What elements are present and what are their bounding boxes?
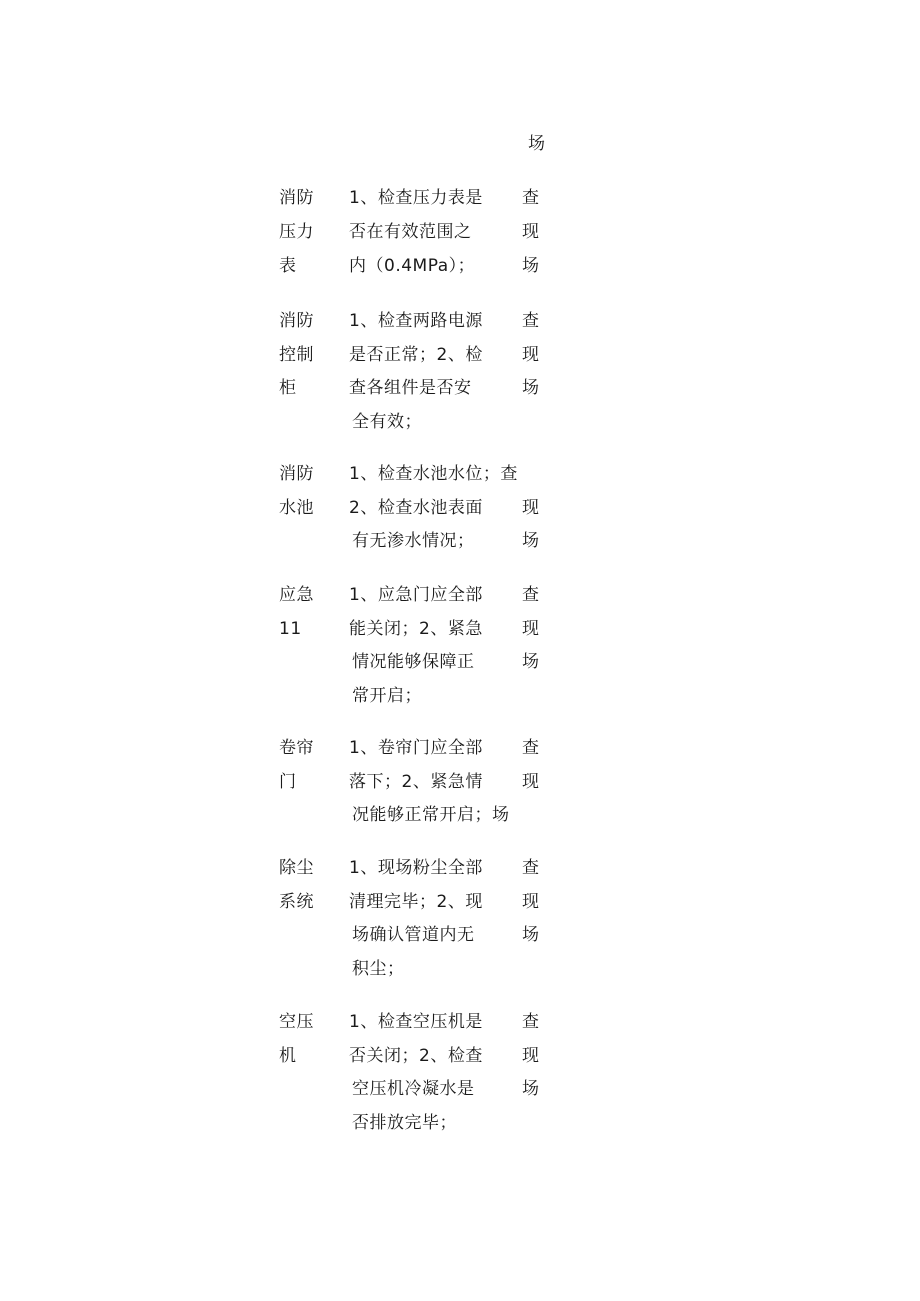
row-method-line: 查 bbox=[522, 1012, 540, 1032]
row-requirement-line: 全有效； bbox=[352, 412, 422, 432]
row-item-line: 空压 bbox=[279, 1012, 314, 1032]
row-requirement-line: 积尘； bbox=[352, 959, 405, 979]
row-method-line: 现 bbox=[522, 892, 540, 912]
row-requirement-line: 1、现场粉尘全部 bbox=[349, 858, 483, 878]
row-requirement-line: 否在有效范围之 bbox=[349, 222, 472, 242]
row-requirement-line: 空压机冷凝水是 bbox=[352, 1079, 475, 1099]
row-requirement-line: 否排放完毕； bbox=[352, 1113, 457, 1133]
row-item-line: 系统 bbox=[279, 892, 314, 912]
row-requirement-line: 1、卷帘门应全部 bbox=[349, 738, 483, 758]
row-method-line: 查 bbox=[522, 585, 540, 605]
row-requirement-line: 况能够正常开启；场 bbox=[352, 805, 510, 825]
row-requirement-line: 内（0.4MPa）； bbox=[349, 256, 476, 276]
row-item-line: 表 bbox=[279, 256, 297, 276]
row-item-line: 卷帘 bbox=[279, 738, 314, 758]
row-requirement-line: 情况能够保障正 bbox=[352, 652, 475, 672]
row-method-line: 场 bbox=[522, 1079, 540, 1099]
row-requirement-line: 1、检查水池水位；查 bbox=[349, 464, 518, 484]
row-method-line: 场 bbox=[522, 925, 540, 945]
row-method-line: 现 bbox=[522, 772, 540, 792]
row-item-line: 水池 bbox=[279, 498, 314, 518]
row-item-line: 消防 bbox=[279, 311, 314, 331]
row-method-line: 查 bbox=[522, 738, 540, 758]
row-method-line: 查 bbox=[522, 858, 540, 878]
row-requirement-line: 否关闭；2、检查 bbox=[349, 1046, 483, 1066]
row-method-line: 查 bbox=[522, 188, 540, 208]
row-requirement-line: 1、应急门应全部 bbox=[349, 585, 483, 605]
row-method-line: 查 bbox=[522, 311, 540, 331]
row-requirement-line: 清理完毕；2、现 bbox=[349, 892, 483, 912]
row-item-line: 门 bbox=[279, 772, 297, 792]
row-requirement-line: 常开启； bbox=[352, 686, 422, 706]
row-method-line: 现 bbox=[522, 619, 540, 639]
row-requirement-line: 1、检查压力表是 bbox=[349, 188, 483, 208]
row-method-line: 场 bbox=[522, 378, 540, 398]
row-item-line: 机 bbox=[279, 1046, 297, 1066]
row-requirement-line: 落下；2、紧急情 bbox=[349, 772, 483, 792]
row-requirement-line: 2、检查水池表面 bbox=[349, 498, 483, 518]
row-requirement-line: 能关闭；2、紧急 bbox=[349, 619, 483, 639]
row-requirement-line: 1、检查两路电源 bbox=[349, 311, 483, 331]
row-method-line: 现 bbox=[522, 1046, 540, 1066]
row-requirement-line: 1、检查空压机是 bbox=[349, 1012, 483, 1032]
row-item-line: 除尘 bbox=[279, 858, 314, 878]
row-requirement-line: 场确认管道内无 bbox=[352, 925, 475, 945]
row-requirement-line: 查各组件是否安 bbox=[349, 378, 472, 398]
row-item-line: 消防 bbox=[279, 188, 314, 208]
row-item-line: 控制 bbox=[279, 345, 314, 365]
row-method-line: 现 bbox=[522, 498, 540, 518]
top-method-fragment: 场 bbox=[528, 134, 546, 154]
row-method-line: 场 bbox=[522, 256, 540, 276]
row-method-line: 现 bbox=[522, 222, 540, 242]
row-item-line: 柜 bbox=[279, 378, 297, 398]
row-item-line: 应急 bbox=[279, 585, 314, 605]
row-requirement-line: 是否正常；2、检 bbox=[349, 345, 483, 365]
row-requirement-line: 有无渗水情况； bbox=[352, 531, 475, 551]
row-item-line: 消防 bbox=[279, 464, 314, 484]
row-method-line: 场 bbox=[522, 531, 540, 551]
row-method-line: 现 bbox=[522, 345, 540, 365]
row-method-line: 场 bbox=[522, 652, 540, 672]
row-item-line: 压力 bbox=[279, 222, 314, 242]
row-item-line: 11 bbox=[279, 619, 302, 639]
